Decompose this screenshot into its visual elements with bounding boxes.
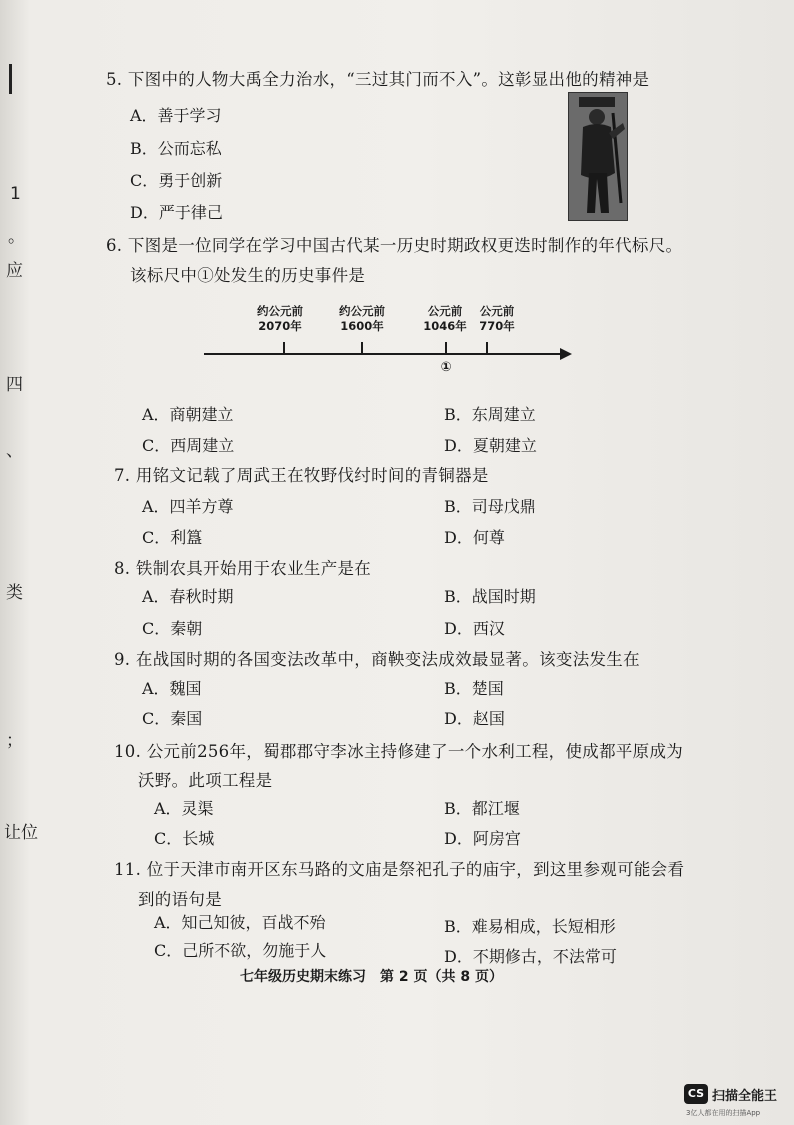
question-11-continued: 到的语句是: [138, 890, 222, 909]
option-d: D．不期修古，不法常可: [444, 947, 617, 966]
question-number: 8.: [114, 559, 131, 578]
option-c: C．秦国: [142, 709, 203, 728]
margin-fragment: 让位: [4, 823, 38, 843]
option-d: D．西汉: [444, 619, 505, 638]
option-d: D．阿房宫: [444, 829, 521, 848]
camscanner-logo-icon: CS: [684, 1084, 708, 1104]
question-text: 铁制农具开始用于农业生产是在: [135, 559, 372, 578]
binding-mark: [9, 64, 12, 94]
dayu-figure-image: [568, 92, 628, 221]
option-d: D．夏朝建立: [444, 436, 537, 455]
timeline-marker: ①: [440, 360, 452, 375]
margin-fragment: 1: [10, 184, 21, 204]
question-text: 位于天津市南开区东马路的文庙是祭祀孔子的庙宇，到这里参观可能会看: [146, 860, 685, 879]
question-11: [114, 856, 684, 880]
question-text: 公元前256年，蜀郡郡守李冰主持修建了一个水利工程，使成都平原成为: [146, 742, 684, 761]
question-number: 11.: [114, 860, 142, 879]
question-5: [106, 66, 649, 90]
question-10-continued: 沃野。此项工程是: [138, 771, 273, 790]
option-b: B．都江堰: [444, 799, 520, 818]
question-7: [114, 462, 489, 486]
timeline-ruler: [200, 300, 580, 390]
margin-fragment: 四: [6, 375, 23, 395]
question-number: 7.: [114, 466, 131, 485]
margin-fragment: ；: [6, 731, 23, 751]
timeline-label: 公元前 770年: [479, 304, 515, 333]
dayu-figure-illustration: [569, 93, 627, 220]
show-through-text: [600, 80, 794, 900]
option-b: B．楚国: [444, 679, 504, 698]
margin-fragment: 类: [6, 583, 23, 603]
question-8: [114, 555, 371, 579]
question-number: 9.: [114, 650, 131, 669]
option-d: D．何尊: [444, 528, 505, 547]
app-name: 扫描全能王: [712, 1089, 778, 1104]
option-a: A．春秋时期: [142, 587, 234, 606]
option-a: A．灵渠: [154, 799, 214, 818]
question-text: 用铭文记载了周武王在牧野伐纣时间的青铜器是: [135, 466, 489, 485]
question-number: 5.: [106, 70, 123, 89]
option-a: A．四羊方尊: [142, 497, 234, 516]
question-6: [106, 232, 682, 256]
option-c: C．长城: [154, 829, 215, 848]
option-b: B．战国时期: [444, 587, 536, 606]
question-text: 在战国时期的各国变法改革中，商鞅变法成效最显著。该变法发生在: [135, 650, 640, 669]
question-text: 下图中的人物大禹全力治水，“三过其门而不入”。这彰显出他的精神是: [127, 70, 650, 89]
option-c: C．秦朝: [142, 619, 203, 638]
timeline-axis: [200, 336, 580, 396]
option-c: C．西周建立: [142, 436, 235, 455]
timeline-label: 约公元前 2070年: [257, 304, 303, 333]
margin-fragment: 、: [6, 441, 23, 461]
option-a: A．善于学习: [130, 106, 222, 125]
option-d: D．严于律己: [130, 203, 223, 222]
question-text: 下图是一位同学在学习中国古代某一历史时期政权更迭时制作的年代标尺。: [127, 236, 683, 255]
app-tagline: 3亿人都在用的扫描App: [686, 1109, 761, 1117]
question-number: 10.: [114, 742, 142, 761]
margin-fragment: 应: [6, 261, 23, 281]
option-d: D．赵国: [444, 709, 505, 728]
option-b: B．司母戊鼎: [444, 497, 536, 516]
option-a: A．商朝建立: [142, 405, 234, 424]
page-footer: 七年级历史期末练习 第 2 页（共 8 页）: [240, 969, 503, 985]
option-a: A．魏国: [142, 679, 202, 698]
option-a: A．知己知彼，百战不殆: [154, 913, 326, 932]
margin-fragment: 。: [8, 227, 25, 247]
question-9: [114, 646, 640, 670]
option-b: B．难易相成，长短相形: [444, 917, 616, 936]
option-b: B．东周建立: [444, 405, 536, 424]
question-6-continued: 该标尺中①处发生的历史事件是: [130, 266, 366, 285]
question-number: 6.: [106, 236, 123, 255]
timeline-label: 公元前 1046年: [423, 304, 467, 333]
option-c: C．己所不欲，勿施于人: [154, 941, 327, 960]
option-c: C．利簋: [142, 528, 203, 547]
question-10: [114, 738, 683, 762]
scanner-watermark: [684, 1084, 784, 1120]
timeline-label: 约公元前 1600年: [339, 304, 385, 333]
option-b: B．公而忘私: [130, 139, 222, 158]
option-c: C．勇于创新: [130, 171, 223, 190]
